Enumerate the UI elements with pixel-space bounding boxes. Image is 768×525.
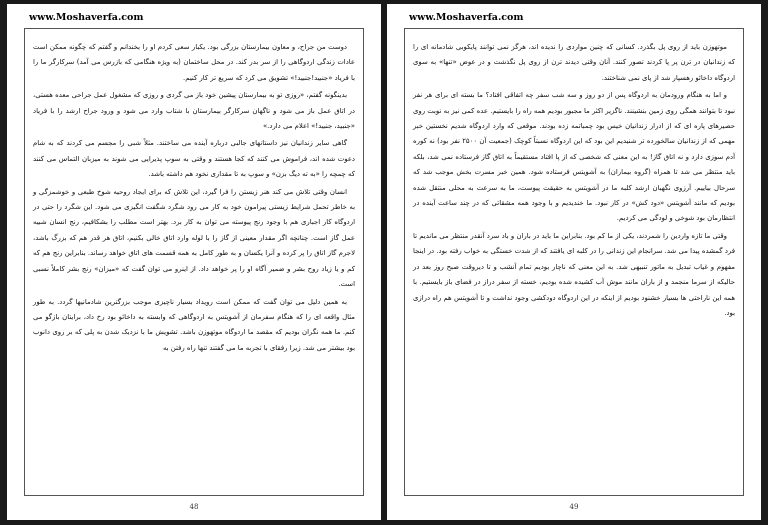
paragraph: گاهی سایر زندانیان نیز داستانهای جالبی درباره آینده می ساختند. مثلاً شبی را مجسم می کردند که به شام دعوت شده اند، فراموش می کنند که کجا هستند و وقتی به سوپ پذیرایی می شوند به میزبان التماس می کنند که چمچه را «به ته دیگ بزن» و سوپ به تا مقداری نخود هم داشته باشد. — [33, 139, 355, 179]
page-text — [413, 40, 735, 323]
page-number: 49 — [569, 503, 579, 511]
paragraph: انسان وقتی تلاش می کند هنر زیستن را فرا گیرد، این تلاش که برای ایجاد روحیه شوخ طبعی و خوشمزگی و به خاطر تحمل شرایط زیستی پیرامون خود به کار می رود شگرد شگفت انگیزی می شود. این شگرد را حتی در اردوگاه کار اجباری هم با وجود رنج پیوسته می توان به کار برد. بهتر است مطلب را بشکافیم، رنج انسان شبیه عمل گاز است. چنانچه اگر مقدار معینی از گاز را با لوله وارد اتاق خالی بکنیم، اتاق هر قدر هم که بزرگ باشد، لاجرم گاز اتاق را پر کرده و آنرا یکسان و به طور کامل به همه قسمت های اتاق خواهد رساند. بنابراین رنج هم که کم و یا زیاد روح بشر و ضمیر آگاه او را پر خواهد داد. از اینرو می توان گفت که «میزان» رنج بشر کاملاً نسبی است. — [33, 187, 355, 289]
paragraph: دوست من جراح، و معاون بیمارستان بزرگی بود. یکبار سعی کردم او را بخندانم و گفتم که چگونه ممکن است عادات زندگی اردوگاهی را از سر بدر کند. در محل ساختمان (به ویژه هنگامی که بازرس می آمد) سرکارگر ما را با فریاد «جنبید!جنبید!» تشویق می کرد که سریع تر کار کنیم. — [33, 43, 355, 82]
page-number: 48 — [189, 503, 199, 511]
paragraph: وقتی ما تازه واردین را شمردند، یکی از ما کم بود. بنابراین ما باید در باران و باد سرد آنقدر منتظر می ماندیم تا فرد گمشده پیدا می شد. سرانجام این زندانی را در کلبه ای یافتند که از شدت خستگی به خواب رفته بود. در اینجا مفهوم و غیاب تبدیل به ماتور تنبیهی شد. به این معنی که ناچار بودیم تمام آنشب و تا دیروقت صبح روز بعد در حالیکه از سرما منجمد و از باران مانند موش آب کشیده شده بودیم، خسته از سفر دراز در فضای باز بایستیم. با همه این ناراحتی ها بسیار خشنود بودیم از اینکه در این اردوگاه دودکشی وجود نداشت و تا آشویتس هم راه درازی بود. — [413, 231, 735, 317]
page-text — [33, 40, 355, 358]
paragraph: بدینگونه گفتم، «روزی تو به بیمارستان پیشین خود باز می گردی و روزی که مشغول عمل جراحی معده هستی، در اتاق عمل باز می شود و ناگهان سرکارگر بیمارستان با شتاب وارد می شود و ورود جراح ارشد را با فریاد «جنبید، جنبید!» اعلام می دارد.» — [33, 91, 355, 131]
site-url[interactable]: www.Moshaverfa.com — [409, 12, 524, 23]
right-page — [387, 4, 761, 520]
paragraph: به همین دلیل می توان گفت که ممکن است رویداد بسیار ناچیزی موجب بزرگترین شادمانیها گردد. به طور مثال واقعه ای را که هنگام سفرمان از آشویتس به اردوگاهی که وابسته به داخائو بود رخ داد، برایتان بازگو می کنم. ما همه نگران بودیم که مقصد ما اردوگاه موتهوزن باشد. تشویش ما با نزدیک شدن به پلی که بر روی دانوب بود بیشتر می شد. زیرا رفقای با تجربه ما می گفتند تنها راه رفتن به — [33, 297, 355, 352]
paragraph: و اما به هنگام ورودمان به اردوگاه پس از دو روز و سه شب سفر چه اتفاقی افتاد؟ ما بسته ای برای هر نفر نبود تا بتوانند همگی روی زمین بنشینند. ناگزیر اکثر ما مجبور بودیم همه راه را بایستیم. عده کمی نیز به نوبت روی حصیرهای پاره ای که از ادرار زندانیان خیس بود چمباتمه زده بودند. موقعی که وارد اردوگاه شدیم نخستین خبر مهمی که از زندانیان سالخورده تر شنیدیم این بود که این اردوگاه نسبتاً کوچک (جمعیت آن ۲۵۰۰ نفر بود) نه کوره آدم سوزی دارد و نه اتاق گاز! به این معنی که شخصی که از پا افتاد مستقیماً به اتاق گاز فرستاده نمی شد، بلکه باید منتظر می شد تا همراه (گروه بیماران) به آشویتس فرستاده شود. همین خبر مسرت بخش موجب شد که سرحال بیاییم. آرزوی نگهبان ارشد کلبه ما در آشویتس به حقیقت پیوست، ما به سرعت به محلی منتقل شده بودیم که مانند آشویتس «دود کش» در کار نبود. ما خندیدیم و با وجود همه مشقاتی که در چند ساعت آینده در انتظارمان بود شوخی و لودگی می کردیم. — [413, 91, 735, 223]
paragraph: موتهوزن باید از روی پل بگذرد. کسانی که چنین مواردی را ندیده اند، هرگز نمی توانند پایکوبی شادمانه ای را که زندانیان در ترن پر پا کردند تصور کنند. آنان وقتی دیدند ترن از روی پل نگذشت و در عوض «تنها» به سوی اردوگاه داخائو رهسپار شد از پای نمی شناختند. — [413, 43, 735, 82]
left-page — [7, 4, 381, 520]
site-url[interactable]: www.Moshaverfa.com — [29, 12, 144, 23]
